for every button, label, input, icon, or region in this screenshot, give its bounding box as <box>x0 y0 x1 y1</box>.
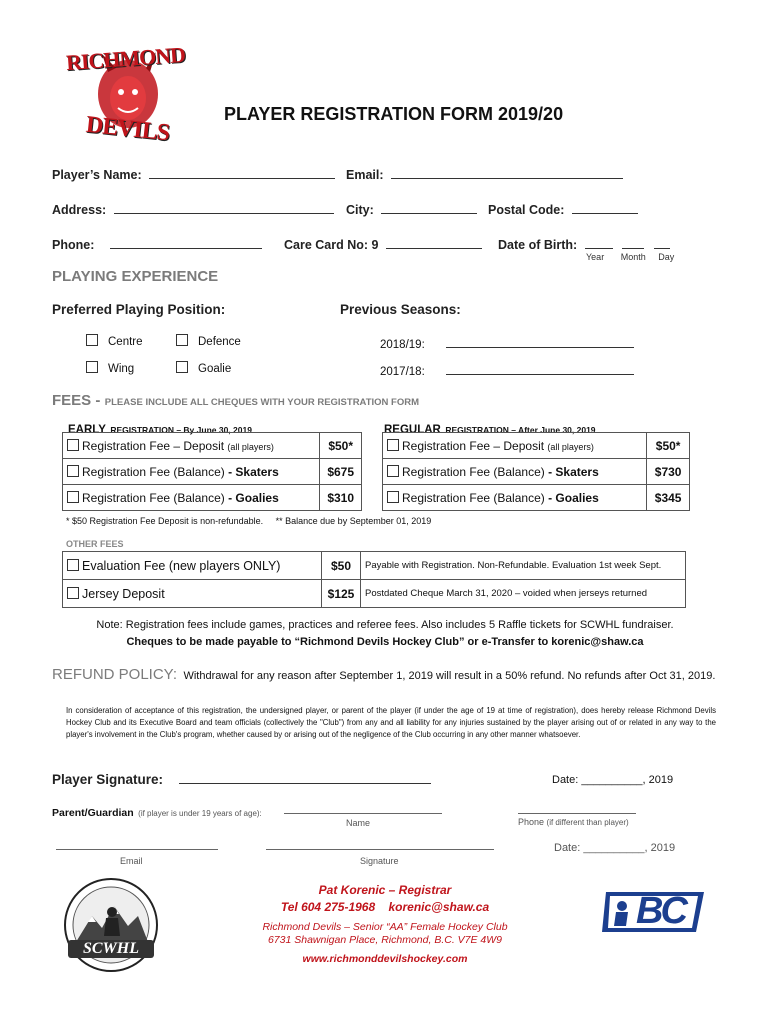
richmond-devils-logo <box>58 32 193 154</box>
player-name-line[interactable] <box>149 166 335 179</box>
fee-note: - Skaters <box>228 464 279 479</box>
parent-guardian-label: Parent/Guardian <box>52 807 134 819</box>
email-label: Email: <box>346 168 384 182</box>
regular-goalies-checkbox[interactable] <box>387 491 399 503</box>
table-row <box>63 580 686 608</box>
bc-hockey-logo <box>600 884 708 940</box>
regular-sub: REGISTRATION – After June 30, 2019 <box>445 425 596 435</box>
fee-amount: $50* <box>647 433 690 459</box>
table-row <box>383 433 690 459</box>
player-signature-line[interactable] <box>179 771 431 784</box>
season-2017-line[interactable] <box>446 362 634 375</box>
dob-month-line[interactable] <box>622 236 644 249</box>
dob-day-caption: Day <box>658 252 675 262</box>
email-line[interactable] <box>391 166 623 179</box>
refund-policy-heading: REFUND POLICY: <box>52 666 178 683</box>
early-deposit-checkbox[interactable] <box>67 439 79 451</box>
fee-footnotes <box>66 516 431 526</box>
email-caption: Email <box>120 856 143 866</box>
name-caption: Name <box>346 818 371 828</box>
early-fees-table <box>62 432 362 511</box>
season-2018-field[interactable] <box>380 335 634 351</box>
defence-label: Defence <box>198 336 241 348</box>
evaluation-fee-checkbox[interactable] <box>67 559 79 571</box>
other-fee-note: Postdated Cheque March 31, 2020 – voided when jerseys returned <box>361 580 686 608</box>
phone-caption-row <box>518 817 629 827</box>
logo-text-bottom: DEVILS <box>84 111 171 147</box>
scwhl-logo-text: SCWHL <box>68 940 154 958</box>
player-signature-field[interactable] <box>52 771 431 787</box>
phone-label: Phone: <box>52 238 95 252</box>
footnote-balance: ** Balance due by September 01, 2019 <box>275 516 432 526</box>
parent-signature-line[interactable] <box>266 849 494 850</box>
season-2018-line[interactable] <box>446 335 634 348</box>
position-wing[interactable] <box>86 361 134 375</box>
registrar-email[interactable]: korenic@shaw.ca <box>388 900 490 914</box>
fee-amount: $675 <box>320 459 362 485</box>
fee-label-cell[interactable] <box>383 459 647 485</box>
regular-fees-table <box>382 432 690 511</box>
registrar-name: Pat Korenic – Registrar <box>318 883 452 897</box>
fee-amount: $50* <box>320 433 362 459</box>
fee-label: Registration Fee (Balance) <box>402 490 545 505</box>
dob-year-line[interactable] <box>585 236 613 249</box>
centre-label: Centre <box>108 336 143 348</box>
city-field[interactable] <box>346 201 477 217</box>
club-address: 6731 Shawnigan Place, Richmond, B.C. V7E 4W9 <box>267 934 503 946</box>
season-2017-field[interactable] <box>380 362 634 378</box>
other-fee-note: Payable with Registration. Non-Refundable. Evaluation 1st week Sept. <box>361 552 686 580</box>
other-fee-label-cell[interactable] <box>63 580 322 608</box>
other-fees-table <box>62 551 686 608</box>
fee-amount: $730 <box>647 459 690 485</box>
table-row <box>63 485 362 511</box>
date-field-1[interactable]: Date: __________, 2019 <box>552 774 674 786</box>
fee-note: - Skaters <box>548 464 599 479</box>
fee-note: - Goalies <box>228 490 279 505</box>
playing-experience-heading: PLAYING EXPERIENCE <box>52 268 219 285</box>
early-title: EARLY <box>68 424 106 436</box>
page-title: PLAYER REGISTRATION FORM 2019/20 <box>224 104 564 124</box>
liability-waiver: In consideration of acceptance of this registration, the undersigned player, or parent of the player (if under the age of 19 at time of registration), does hereby release Richmond Devils Hockey Club and its Executive Board and team officials (collectively the "Club") from any and all liability for any injuries sustained by the player arising out of or related in any way to the player's involvement in the Club's program, whether caused by or arising out of the negligence of the Club occurring in any other manner whatsoever. <box>66 706 716 739</box>
care-card-line[interactable] <box>386 236 482 249</box>
position-defence[interactable] <box>176 334 241 348</box>
goalie-label: Goalie <box>198 363 232 375</box>
other-fee-label: Evaluation Fee (new players ONLY) <box>82 558 281 573</box>
phone-field[interactable] <box>52 236 262 252</box>
address-label: Address: <box>52 203 107 217</box>
season-2017-label: 2017/18: <box>380 366 425 378</box>
player-name-label: Player’s Name: <box>52 168 142 182</box>
other-fee-amount: $50 <box>322 552 361 580</box>
care-card-label: Care Card No: 9 <box>284 238 379 252</box>
phone-caption: Phone <box>518 817 545 827</box>
fee-label: Registration Fee – Deposit <box>402 438 545 453</box>
early-skaters-checkbox[interactable] <box>67 465 79 477</box>
table-row <box>383 485 690 511</box>
dob-field[interactable] <box>498 236 670 252</box>
signature-caption: Signature <box>360 856 399 866</box>
goalie-checkbox[interactable] <box>176 361 188 373</box>
regular-deposit-checkbox[interactable] <box>387 439 399 451</box>
dob-day-line[interactable] <box>654 236 670 249</box>
table-row <box>63 459 362 485</box>
fee-label-cell[interactable] <box>63 485 320 511</box>
logo-text-top: RICHMOND <box>65 41 186 76</box>
address-field[interactable] <box>52 201 334 217</box>
footnote-deposit: * $50 Registration Fee Deposit is non-refundable. <box>66 516 264 526</box>
registrar-phone: Tel 604 275-1968 <box>280 900 376 914</box>
cheques-payable-line: Cheques to be made payable to “Richmond Devils Hockey Club” or e-Transfer to korenic@shaw.ca <box>126 636 644 648</box>
fee-amount: $345 <box>647 485 690 511</box>
club-name: Richmond Devils – Senior “AA” Female Hockey Club <box>262 921 508 933</box>
wing-label: Wing <box>108 363 135 375</box>
early-sub: REGISTRATION – By June 30, 2019 <box>110 425 252 435</box>
fee-label-cell[interactable] <box>63 459 320 485</box>
fee-note: (all players) <box>227 441 274 452</box>
bc-logo-text: BC <box>636 890 685 932</box>
defence-checkbox[interactable] <box>176 334 188 346</box>
dob-captions <box>586 252 674 262</box>
parent-guardian-note: (if player is under 19 years of age): <box>138 809 262 818</box>
position-goalie[interactable] <box>176 361 231 375</box>
address-line[interactable] <box>114 201 334 214</box>
centre-checkbox[interactable] <box>86 334 98 346</box>
postal-code-label: Postal Code: <box>488 203 565 217</box>
preferred-position-label: Preferred Playing Position: <box>52 302 226 317</box>
fees-heading-row <box>52 392 419 410</box>
table-row <box>63 552 686 580</box>
fees-heading-note: PLEASE INCLUDE ALL CHEQUES WITH YOUR REGISTRATION FORM <box>104 397 420 408</box>
previous-seasons-label: Previous Seasons: <box>340 302 461 317</box>
other-fee-label-cell[interactable] <box>63 552 322 580</box>
position-centre[interactable] <box>86 334 143 348</box>
postal-code-line[interactable] <box>572 201 638 214</box>
fee-label-cell[interactable] <box>383 433 647 459</box>
table-row <box>383 459 690 485</box>
fee-label: Registration Fee (Balance) <box>82 490 225 505</box>
regular-title: REGULAR <box>384 424 441 436</box>
table-row <box>63 433 362 459</box>
refund-policy-text: Withdrawal for any reason after September 1, 2019 will result in a 50% refund. No refunds after Oct 31, 2019. <box>183 670 716 682</box>
fee-note: (all players) <box>547 441 594 452</box>
fee-label-cell[interactable] <box>63 433 320 459</box>
phone-line[interactable] <box>110 236 262 249</box>
other-fees-heading: OTHER FEES <box>66 539 124 549</box>
fee-label: Registration Fee (Balance) <box>402 464 545 479</box>
refund-policy-row <box>52 666 715 684</box>
parent-phone-line[interactable] <box>518 813 636 814</box>
fee-note: - Goalies <box>548 490 599 505</box>
parent-guardian-row <box>52 803 262 821</box>
dob-month-caption: Month <box>620 252 646 262</box>
date-field-2[interactable]: Date: __________, 2019 <box>554 842 676 854</box>
player-signature-label: Player Signature: <box>52 772 164 787</box>
early-goalies-checkbox[interactable] <box>67 491 79 503</box>
dob-year-caption: Year <box>586 252 605 262</box>
fee-label-cell[interactable] <box>383 485 647 511</box>
fee-label: Registration Fee – Deposit <box>82 438 225 453</box>
other-fee-label: Jersey Deposit <box>82 586 165 601</box>
player-name-field[interactable] <box>52 166 335 182</box>
postal-code-field[interactable] <box>488 201 638 217</box>
fees-note-line: Note: Registration fees include games, practices and referee fees. Also includes 5 Raffle tickets for SCWHL fundraiser. <box>96 619 674 631</box>
club-website[interactable]: www.richmonddevilshockey.com <box>302 953 468 965</box>
season-2018-label: 2018/19: <box>380 339 425 351</box>
wing-checkbox[interactable] <box>86 361 98 373</box>
fee-amount: $310 <box>320 485 362 511</box>
fees-heading: FEES - <box>52 392 101 409</box>
city-label: City: <box>346 203 374 217</box>
parent-name-line[interactable] <box>284 813 442 814</box>
care-card-field[interactable] <box>284 236 482 252</box>
jersey-deposit-checkbox[interactable] <box>67 587 79 599</box>
parent-email-line[interactable] <box>56 849 218 850</box>
email-field[interactable] <box>346 166 623 182</box>
fee-label: Registration Fee (Balance) <box>82 464 225 479</box>
city-line[interactable] <box>381 201 477 214</box>
other-fee-amount: $125 <box>322 580 361 608</box>
phone-caption-note: (if different than player) <box>546 818 629 827</box>
dob-label: Date of Birth: <box>498 238 578 252</box>
regular-skaters-checkbox[interactable] <box>387 465 399 477</box>
